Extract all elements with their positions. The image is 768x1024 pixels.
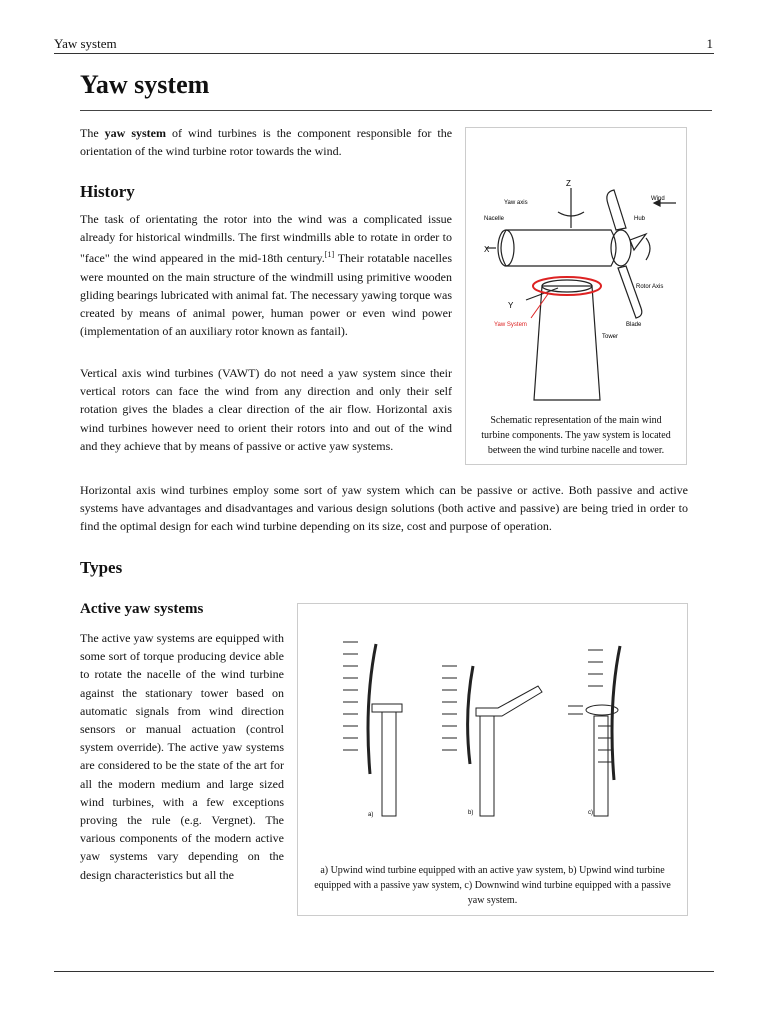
history-paragraph-3: Horizontal axis wind turbines employ some sort of yaw system which can be passive or active. Both passive and active systems have advantages and disadvantages and various design solutions (both active and passive) are being tried in order to find the optimal design for each wind turbine depending on its size, cost and purpose of operation.: [80, 483, 688, 534]
figure-turbine-components: [465, 127, 687, 465]
turbine-schematic-diagram: [466, 168, 686, 438]
turbine-b: [442, 666, 542, 816]
history-p1-b: Their rotatable nacelles were mounted on the main structure of the windmill using primitive wooden gliding bearings lubricated with animal fat. The necessary yawing torque was created by means of animal power, human power or even wind power (implementation of an auxiliary rotor known as fantail).: [80, 251, 453, 339]
x-axis-label: X: [484, 245, 490, 254]
hub-label: Hub: [634, 216, 646, 222]
nacelle-label: Nacelle: [484, 216, 505, 222]
blade-label: Blade: [626, 322, 642, 328]
z-axis-label: Z: [566, 179, 571, 188]
figure2-caption: a) Upwind wind turbine equipped with an active yaw system, b) Upwind wind turbine equipped with a passive yaw system, c) Downwind wind turbine equipped with a passive yaw system.: [314, 865, 671, 906]
label-c: c): [588, 810, 593, 816]
types-heading: Types: [80, 558, 123, 577]
active-yaw-paragraph: The active yaw systems are equipped with some sort of torque producing device able to rotate the nacelle of the wind turbine against the stationary tower based on automatic signals from wind direction sensors or manual actuation (control system override). The active yaw systems are considered to be the state of the art for all the modern medium and large sized wind turbines, with a few exceptions proving the rule (e.g. Vergnet). The various components of the modern active yaw systems vary depending on the design characteristics but all the: [80, 631, 284, 882]
label-b: b): [468, 810, 474, 816]
figure1-caption: Schematic representation of the main wind turbine components. The yaw system is located between the wind turbine nacelle and tower.: [481, 415, 671, 456]
page-title: Yaw system: [80, 70, 210, 99]
intro-bold-term: yaw system: [104, 126, 167, 140]
intro-paragraph: [80, 124, 452, 160]
yaw-types-diagram: [298, 624, 687, 864]
header-rule: [54, 53, 714, 54]
y-axis-label: Y: [508, 301, 514, 310]
history-heading: History: [80, 182, 135, 201]
wind-label: Wind: [651, 196, 665, 202]
yaw-system-label: Yaw System: [494, 322, 527, 328]
footer-rule: [54, 971, 714, 972]
page-number: 1: [706, 36, 713, 51]
active-yaw-heading: Active yaw systems: [80, 601, 204, 617]
intro-pre: The: [80, 126, 105, 140]
citation-link[interactable]: [1]: [324, 250, 335, 260]
history-p1-a: The task of orientating the rotor into the wind was a complicated issue already for historical windmills. The first windmills able to rotate in order to "face" the wind appeared in the mid-18th century.: [80, 212, 452, 266]
intro-post: of wind turbines is the component responsible for the orientation of the wind turbine rotor towards the wind.: [80, 126, 453, 159]
history-paragraph-2: Vertical axis wind turbines (VAWT) do not need a yaw system since their vertical rotors can face the wind from any direction and only their self rotation gives the blades a clear direction of the air flow. Horizontal axis wind turbines however need to orient their rotors into and out of the wind and they achieve that by means of passive or active yaw systems.: [80, 366, 452, 453]
tower-label: Tower: [602, 334, 619, 340]
running-header-title: Yaw system: [54, 36, 117, 51]
rotor-axis-label: Rotor Axis: [636, 284, 664, 290]
figure-yaw-types: [297, 603, 688, 916]
history-paragraph-1: [80, 210, 452, 340]
label-a: a): [368, 812, 374, 818]
yaw-axis-label: Yaw axis: [504, 200, 528, 206]
turbine-c: [568, 646, 620, 816]
title-rule: [80, 110, 712, 111]
turbine-a: [343, 642, 402, 816]
